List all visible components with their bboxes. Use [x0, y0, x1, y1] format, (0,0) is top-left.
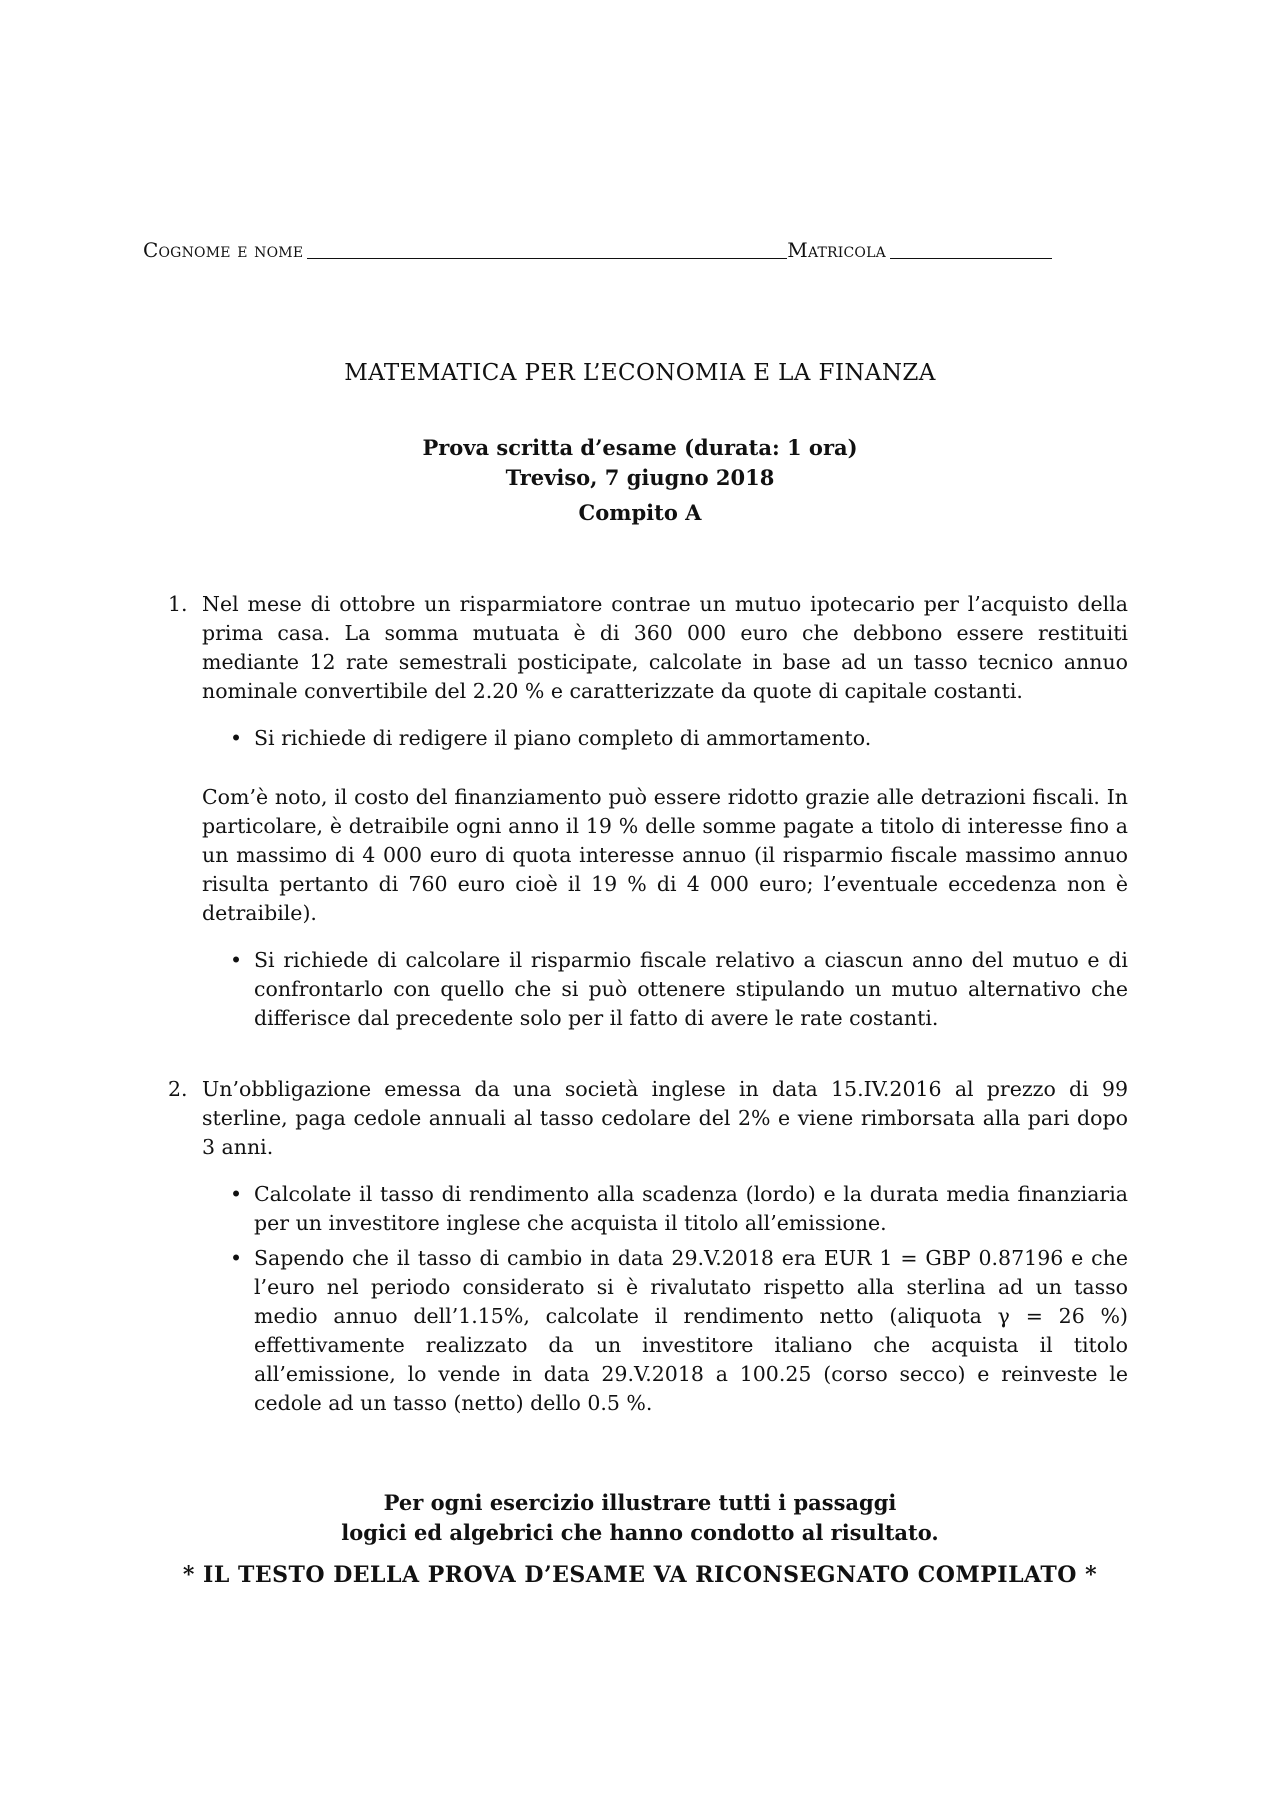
exercise-1-intro: Nel mese di ottobre un risparmiatore contrae un mutuo ipotecario per l’acquisto della prima casa. La somma mutuata è di 360 000 euro che debbono essere restituiti mediante 12 rate semestrali posticipate, calcolate in base ad un tasso tecnico annuo nominale convertibile del 2.20 % e caratterizzate da quote di capitale costanti.	[202, 592, 1128, 703]
exercise-1-bullet-2-text: Si richiede di calcolare il risparmio fiscale relativo a ciascun anno del mutuo e di confrontarlo con quello che si può ottenere stipulando un mutuo alternativo che differisce dal precedente solo per il fatto di avere le rate costanti.	[254, 948, 1128, 1030]
bullet-icon: •	[230, 1246, 243, 1270]
exercise-1-bullet-1	[230, 724, 1128, 753]
exercise-2-bullet-1-text: Calcolate il tasso di rendimento alla scadenza (lordo) e la durata media finanziaria per un investitore inglese che acquista il titolo all’emissione.	[254, 1182, 1128, 1235]
exercise-2-bullet-2-text: Sapendo che il tasso di cambio in data 29.V.2018 era EUR 1 = GBP 0.87196 e che l’euro nel periodo considerato si è rivalutato rispetto alla sterlina ad un tasso medio annuo dell’1.15%, calcolate il rendimento netto (aliquota γ = 26 %) effettivamente realizzato da un investitore italiano che acquista il titolo all’emissione, lo vende in data 29.V.2018 a 100.25 (corso secco) e reinveste le cedole ad un tasso (netto) dello 0.5 %.	[254, 1246, 1128, 1415]
name-field-line[interactable]	[307, 240, 787, 259]
exercise-2-bullet-1	[230, 1180, 1128, 1238]
exercise-2-bullet-2	[230, 1244, 1128, 1418]
return-notice: * IL TESTO DELLA PROVA D’ESAME VA RICONSEGNATO COMPILATO *	[182, 1562, 1098, 1588]
matricola-field-line[interactable]	[890, 240, 1052, 259]
exam-subtitle: Prova scritta d’esame (durata: 1 ora)	[422, 435, 858, 460]
exercise-1-paragraph: Com’è noto, il costo del finanziamento può essere ridotto grazie alle detrazioni fiscali. In particolare, è detraibile ogni anno il 19 % delle somme pagate a titolo di interesse fino a un massimo di 4 000 euro di quota interesse annuo (il risparmio fiscale massimo annuo risulta pertanto di 760 euro cioè il 19 % di 4 000 euro; l’eventuale eccedenza non è detraibile).	[202, 785, 1128, 925]
bullet-icon: •	[230, 726, 243, 750]
exam-place-date: Treviso, 7 giugno 2018	[505, 465, 775, 490]
bullet-icon: •	[230, 1182, 243, 1206]
instructions-line-2: logici ed algebrici che hanno condotto al risultato.	[341, 1520, 939, 1545]
bullet-icon: •	[230, 948, 243, 972]
exercise-1-bullet-2	[230, 946, 1128, 1033]
student-info-line	[143, 238, 1125, 262]
exam-version: Compito A	[578, 500, 702, 525]
name-label: Cognome e nome	[143, 238, 304, 262]
exercise-2-number: 2.	[168, 1077, 188, 1101]
instructions-line-1: Per ogni esercizio illustrare tutti i passaggi	[383, 1490, 897, 1515]
matricola-label: Matricola	[787, 238, 886, 262]
exercise-1	[168, 590, 1128, 1033]
exercise-1-number: 1.	[168, 592, 188, 616]
page-title: MATEMATICA PER L’ECONOMIA E LA FINANZA	[344, 360, 936, 386]
exercise-1-bullet-1-text: Si richiede di redigere il piano completo di ammortamento.	[254, 726, 872, 750]
exercise-2-intro: Un’obbligazione emessa da una società inglese in data 15.IV.2016 al prezzo di 99 sterline, paga cedole annuali al tasso cedolare del 2% e viene rimborsata alla pari dopo 3 anni.	[202, 1077, 1128, 1159]
exercise-2	[168, 1075, 1128, 1418]
